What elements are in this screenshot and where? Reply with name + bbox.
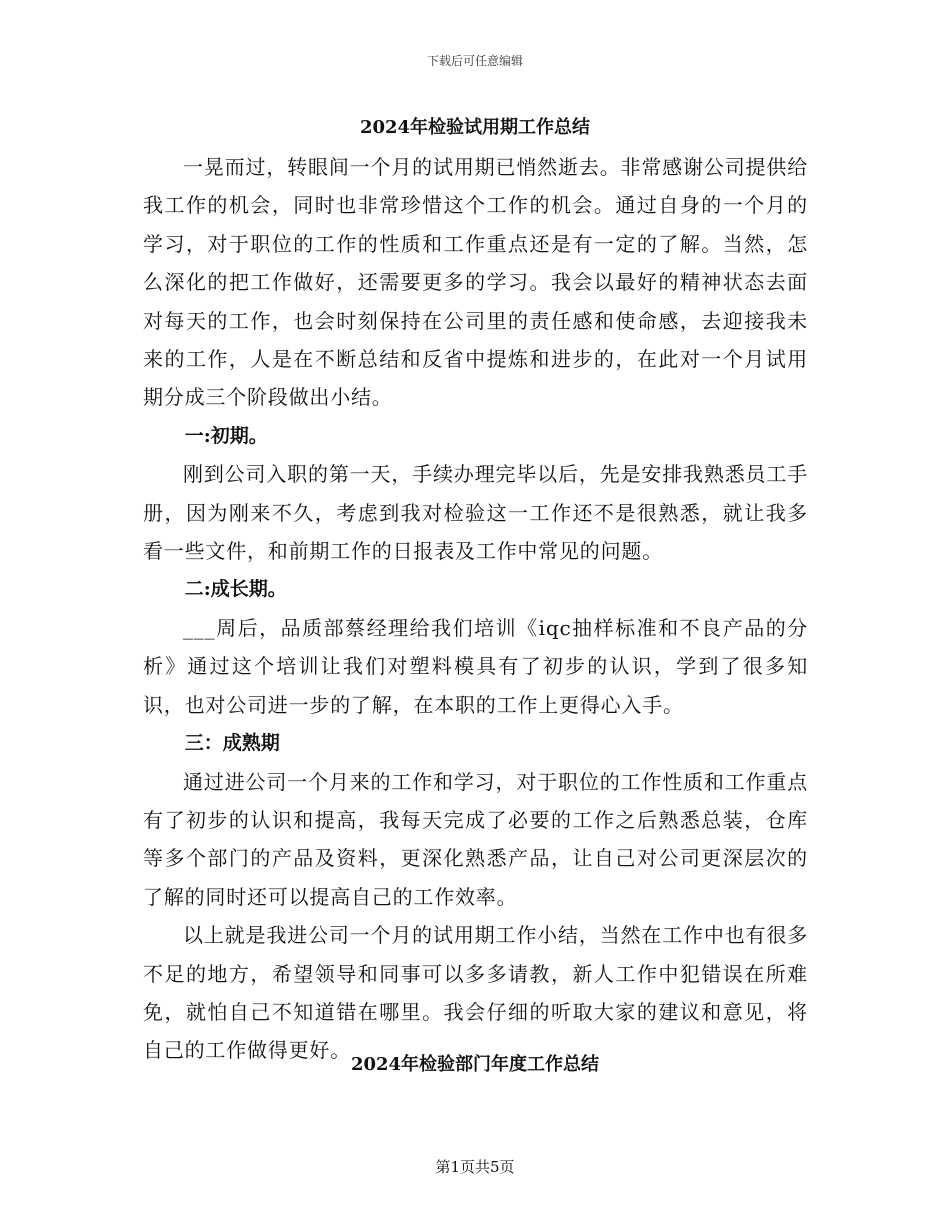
next-document-title: 2024年检验部门年度工作总结: [350, 1054, 600, 1075]
intro-paragraph: 一晃而过，转眼间一个月的试用期已悄然逝去。非常感谢公司提供给我工作的机会，同时也非常珍惜这个工作的机会。通过自身的一个月的学习，对于职位的工作的性质和工作重点还是有一定的了解。当然，怎么深化的把工作做好，还需要更多的学习。我会以最好的精神状态去面对每天的工作，也会时刻保持在公司里的责任感和使命感，去迎接我未来的工作，人是在不断总结和反省中提炼和进步的，在此对一个月试用期分成三个阶段做出小结。: [143, 155, 808, 410]
section-text-mature: 通过进公司一个月来的工作和学习，对于职位的工作性质和工作重点有了初步的认识和提高，我每天完成了必要的工作之后熟悉总装，仓库等多个部门的产品及资料，更深化熟悉产品，让自己对公司更深层次的了解的同时还可以提高自己的工作效率。: [143, 769, 808, 909]
document-body: [143, 148, 808, 1070]
page-footer-page-info: 第1页共5页: [435, 1158, 515, 1176]
conclusion-paragraph: 以上就是我进公司一个月的试用期工作小结，当然在工作中也有很多不足的地方，希望领导和同事可以多多请教，新人工作中犯错误在所难免，就怕自己不知道错在哪里。我会仔细的听取大家的建议和意见，将自己的工作做得更好。: [143, 923, 808, 1063]
section-text-growth: ___周后，品质部蔡经理给我们培训《iqc抽样标准和不良产品的分析》通过这个培训让我们对塑料模具有了初步的认识，学到了很多知识，也对公司进一步的了解，在本职的工作上更得心入手。: [143, 615, 808, 717]
section-heading-growth: 二:成长期。: [184, 578, 287, 601]
page-header-note: 下载后可任意编辑: [426, 54, 523, 68]
document-title: 2024年检验试用期工作总结: [359, 117, 591, 138]
section-text-initial: 刚到公司入职的第一天，手续办理完毕以后，先是安排我熟悉员工手册，因为刚来不久，考虑到我对检验这一工作还不是很熟悉，就让我多看一些文件，和前期工作的日报表及工作中常见的问题。: [143, 462, 808, 564]
section-heading-initial: 一:初期。: [184, 424, 268, 447]
section-heading-mature: 三：成熟期: [184, 732, 280, 755]
